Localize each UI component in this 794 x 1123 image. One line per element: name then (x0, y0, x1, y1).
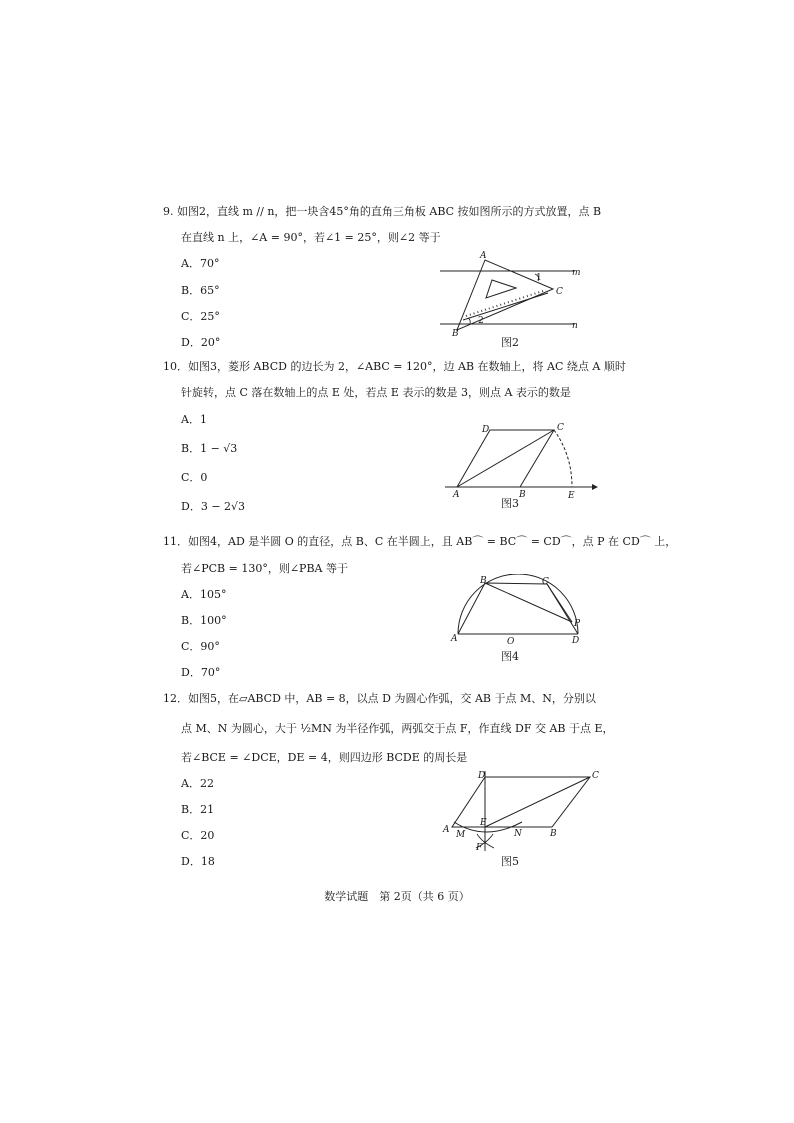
angle-2-arc (468, 318, 470, 324)
figure-3-diagram (440, 420, 600, 502)
q9-option-c: C．25° (181, 310, 220, 323)
label-c: C (556, 287, 563, 297)
ruler-edge (463, 293, 548, 320)
label-p: P (574, 619, 581, 629)
rotation-arc-ce (554, 430, 572, 487)
label-e: E (568, 491, 575, 501)
parallelogram-abcd (452, 777, 590, 827)
q9-line-1: 9. 如图2，直线 m // n，把一块含45°角的直角三角板 ABC 按如图所示的方式放置，点 B (163, 205, 602, 218)
q12-option-a: A．22 (181, 777, 214, 790)
q12-option-c: C．20 (181, 829, 215, 842)
figure-5-diagram (440, 766, 600, 856)
label-n: N (514, 829, 522, 839)
q12-option-b: B．21 (181, 803, 215, 816)
q9-line-2: 在直线 n 上，∠A = 90°，若∠1 = 25°，则∠2 等于 (181, 231, 441, 244)
label-a: A (451, 634, 458, 644)
label-a: A (480, 251, 487, 261)
q10-option-b: B．1 − √3 (181, 442, 238, 455)
label-d: D (572, 636, 580, 646)
label-e: E (480, 818, 487, 828)
q10-option-c: C．0 (181, 471, 208, 484)
q9-option-d: D．20° (181, 336, 221, 349)
label-d: D (478, 771, 486, 781)
q12-line-3: 若∠BCE = ∠DCE，DE = 4，则四边形 BCDE 的周长是 (181, 751, 468, 764)
figure-5-caption: 图5 (501, 855, 519, 868)
label-c: C (592, 771, 599, 781)
q11-option-b: B．100° (181, 614, 227, 627)
label-f: F (476, 843, 483, 853)
label-b: B (480, 576, 487, 586)
label-angle-1: 1 (536, 273, 542, 283)
label-m: M (456, 830, 466, 840)
label-b: B (519, 490, 526, 500)
label-d: D (482, 425, 490, 435)
label-b: B (550, 829, 557, 839)
triangle-inner-hole (486, 280, 516, 298)
label-c: C (557, 423, 564, 433)
label-b: B (452, 329, 459, 338)
diagonal-ac (457, 430, 554, 487)
q11-option-a: A．105° (181, 588, 227, 601)
figure-2-caption: 图2 (501, 336, 519, 349)
q11-option-d: D．70° (181, 666, 221, 679)
q10-option-d: D．3 − 2√3 (181, 500, 246, 513)
page-footer: 数学试题 第 2页（共 6 页） (324, 890, 470, 903)
label-o: O (507, 637, 515, 647)
figure-2-diagram (430, 248, 600, 338)
q11-option-c: C．90° (181, 640, 220, 653)
figure-3-caption: 图3 (501, 497, 519, 510)
q9-option-b: B．65° (181, 284, 220, 297)
line-ce (485, 777, 590, 827)
label-angle-2: 2 (478, 316, 484, 326)
label-c: C (542, 577, 549, 587)
label-a: A (443, 825, 450, 835)
ruler-ticks (466, 290, 546, 316)
label-m: m (572, 268, 581, 278)
q10-line-1: 10．如图3，菱形 ABCD 的边长为 2，∠ABC = 120°，边 AB 在数轴上，将 AC 绕点 A 顺时 (163, 360, 626, 373)
axis-arrow (592, 484, 598, 490)
q12-line-2: 点 M、N 为圆心，大于 ½MN 为半径作弧，两弧交于点 F，作直线 DF 交 AB 于点 E， (181, 722, 614, 735)
figure-4-diagram (448, 574, 588, 648)
q10-option-a: A．1 (181, 413, 207, 426)
q9-option-a: A．70° (181, 257, 220, 270)
figure-4-caption: 图4 (501, 650, 519, 663)
label-a: A (453, 490, 460, 500)
q11-line-2: 若∠PCB = 130°，则∠PBA 等于 (181, 562, 348, 575)
label-n: n (572, 321, 578, 331)
q10-line-2: 针旋转，点 C 落在数轴上的点 E 处，若点 E 表示的数是 3，则点 A 表示的数是 (181, 386, 571, 399)
q11-line-1: 11．如图4，AD 是半圆 O 的直径，点 B、C 在半圆上，且 AB⌒ = BC⌒ = CD⌒，点 P 在 CD⌒ 上， (163, 535, 677, 548)
q12-option-d: D．18 (181, 855, 215, 868)
q12-line-1: 12．如图5，在▱ABCD 中，AB = 8，以点 D 为圆心作弧，交 AB 于点 M、N，分别以 (163, 692, 596, 705)
